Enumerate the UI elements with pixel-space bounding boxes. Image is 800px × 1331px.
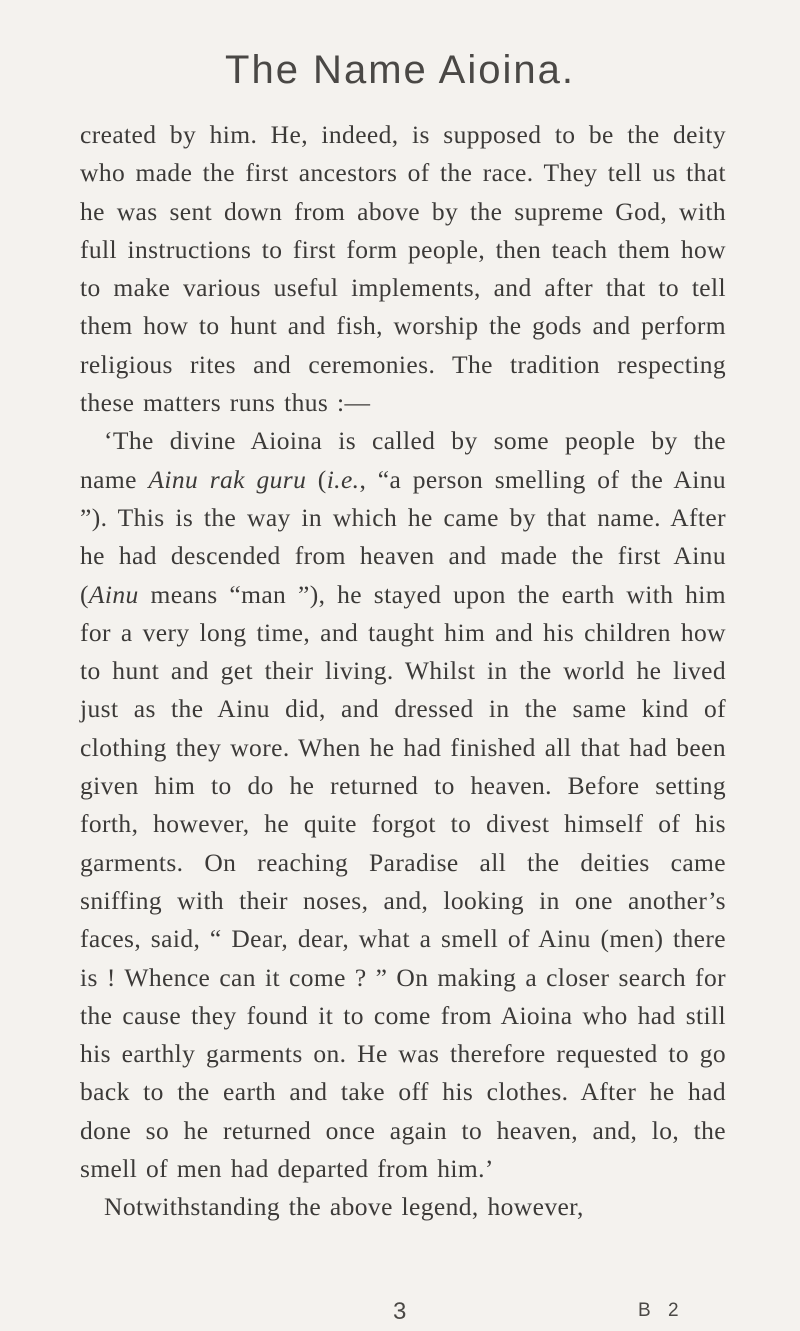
ainu-term: Ainu: [88, 579, 139, 609]
page-number: 3: [393, 1298, 407, 1325]
paragraph-2-text-2: (: [306, 464, 327, 494]
paragraph-3: Notwithstanding the above legend, however,: [104, 1192, 584, 1222]
paragraph-1: created by him. He, indeed, is supposed to be the deity who made the first ancestors of the race. They tell us that he was sent down from above by the supreme God, with full instructions to first form people, then teach them how to make various useful implements, and after that to tell them how to hunt and fish, worship the gods and perform religious rites and ceremonies. The tradition respecting these matters runs thus :—: [80, 120, 726, 418]
ie-abbreviation: i.e.: [326, 464, 360, 494]
ainu-rak-guru-term: Ainu rak guru: [148, 464, 307, 494]
signature-mark: B 2: [638, 1300, 685, 1321]
page-footer: [0, 1298, 800, 1328]
body-text: [80, 116, 726, 1227]
paragraph-2: [80, 422, 726, 1188]
paragraph-2-text-4: means “man ”), he stayed upon the earth with him for a very long time, and taught him and his children how to hunt and get their living. Whilst in the world he lived just as the Ainu did, and dressed in the same kind of clothing they wore. When he had finished all that had been given him to do he returned to heaven. Before setting forth, however, he quite forgot to divest himself of his garments. On reaching Paradise all the deities came sniffing with their noses, and, looking in one another’s faces, said, “ Dear, dear, what a smell of Ainu (men) there is ! Whence can it come ? ” On making a closer search for the cause they found it to come from Aioina who had still his earthly garments on. He was therefore requested to go back to the earth and take off his clothes. After he had done so he returned once again to heaven, and, lo, the smell of men had departed from him.’: [80, 579, 726, 1184]
paragraph-2-text-3: , “a person smelling of the Ainu ”). This is the way in which he came by that name. After he had descended from heaven and made the first Ainu (: [80, 464, 726, 609]
paragraph-2-text-1: ‘The divine Aioina is called by some people by the name: [80, 426, 726, 494]
running-title: The Name Aioina.: [225, 48, 575, 92]
